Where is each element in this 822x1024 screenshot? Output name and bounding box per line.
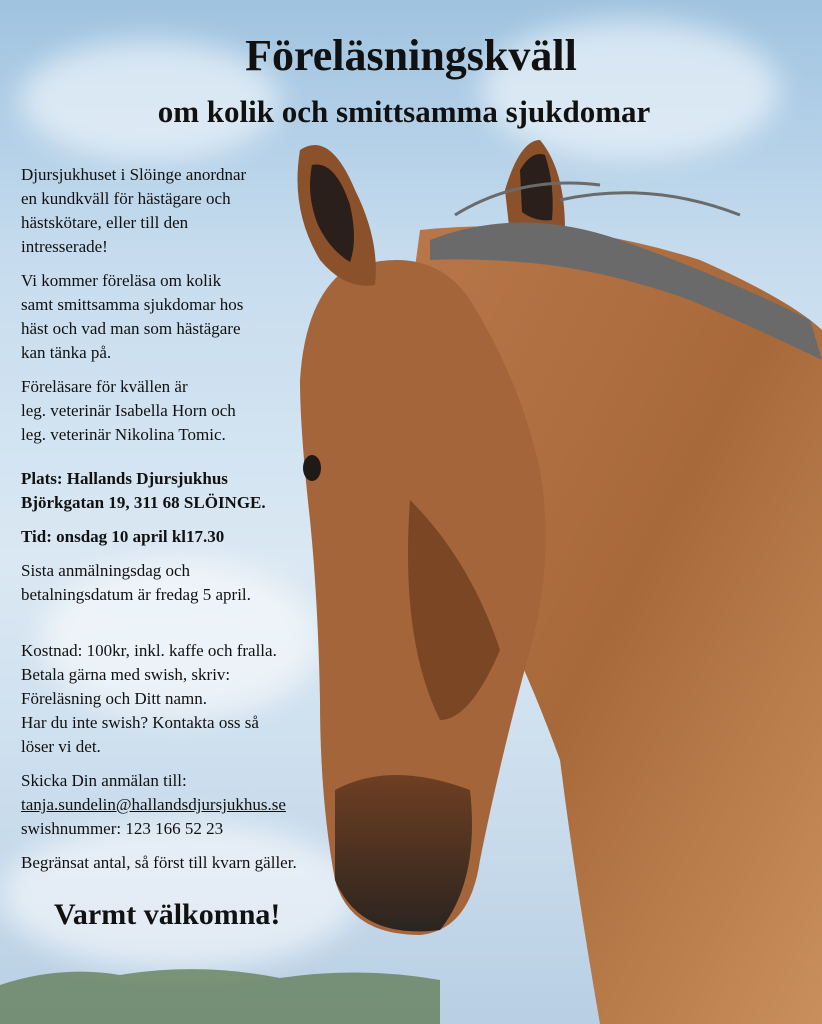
- poster-title: Föreläsningskväll: [245, 31, 577, 80]
- about-line: häst och vad man som hästägare: [21, 319, 241, 338]
- about-line: Vi kommer föreläsa om kolik: [21, 271, 222, 290]
- cost-line: Föreläsning och Ditt namn.: [21, 689, 208, 708]
- speakers-line: Föreläsare för kvällen är: [21, 377, 188, 396]
- limited-notice: Begränsat antal, så först till kvarn gäller.: [21, 853, 297, 872]
- cost-line: Betala gärna med swish, skriv:: [21, 665, 231, 684]
- intro-line: hästskötare, eller till den: [21, 213, 189, 232]
- horse-muzzle: [335, 775, 472, 931]
- intro-line: en kundkväll för hästägare och: [21, 189, 231, 208]
- swish-number: swishnummer: 123 166 52 23: [21, 819, 224, 838]
- about-line: samt smittsamma sjukdomar hos: [21, 295, 244, 314]
- cost-line: Kostnad: 100kr, inkl. kaffe och fralla.: [21, 641, 277, 660]
- cost-line: löser vi det.: [21, 737, 101, 756]
- speakers-line: leg. veterinär Isabella Horn och: [21, 401, 236, 420]
- place-line: Plats: Hallands Djursjukhus: [21, 469, 228, 488]
- poster-subtitle: om kolik och smittsamma sjukdomar: [157, 94, 651, 129]
- welcome-text: Varmt välkomna!: [54, 898, 281, 931]
- time-line: Tid: onsdag 10 april kl17.30: [21, 527, 225, 546]
- info-text: [21, 163, 351, 875]
- place-line: Björkgatan 19, 311 68 SLÖINGE.: [21, 493, 266, 512]
- speakers-line: leg. veterinär Nikolina Tomic.: [21, 425, 226, 444]
- email-link[interactable]: tanja.sundelin@hallandsdjursjukhus.se: [21, 795, 286, 814]
- about-line: kan tänka på.: [21, 343, 112, 362]
- intro-line: Djursjukhuset i Slöinge anordnar: [21, 165, 247, 184]
- deadline-line: betalningsdatum är fredag 5 april.: [21, 585, 251, 604]
- treeline: [0, 969, 440, 1024]
- cost-line: Har du inte swish? Kontakta oss så: [21, 713, 259, 732]
- intro-line: intresserade!: [21, 237, 108, 256]
- deadline-line: Sista anmälningsdag och: [21, 561, 191, 580]
- signup-label: Skicka Din anmälan till:: [21, 771, 187, 790]
